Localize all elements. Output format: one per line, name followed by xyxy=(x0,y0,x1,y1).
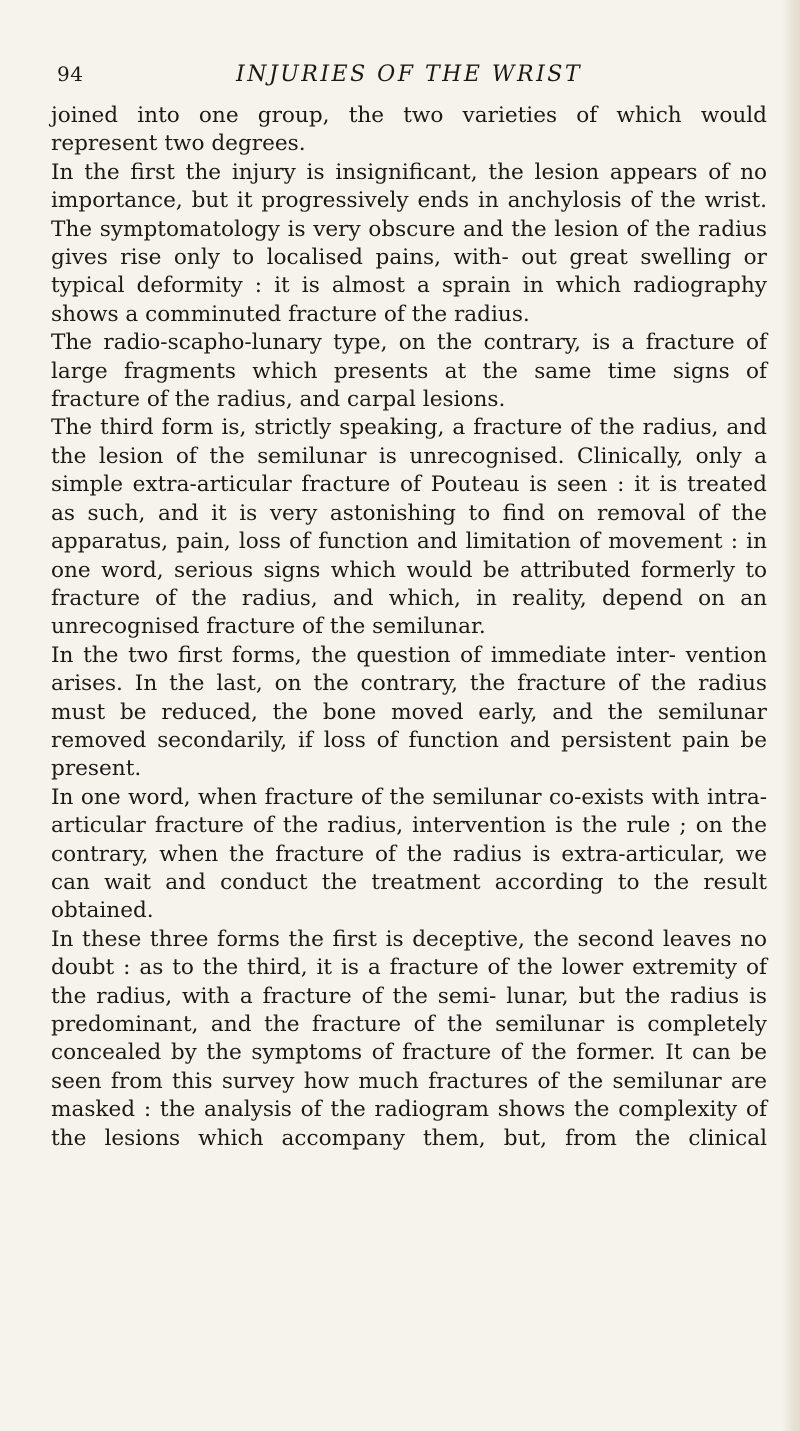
paragraph-1: joined into one group, the two varieties of which would represent two degrees. xyxy=(51,103,767,157)
paragraph-7: In these three forms the first is deceptive, the second leaves no doubt : as to the third, it is a fracture of the lower extremity of the radius, with a fracture of the semi- lunar, but the radius is predominant, and the fracture of the semilunar is completely concealed by the symptoms of fracture of the former. It can be seen from this survey how much fractures of the semilunar are masked : the analysis of the radiogram shows the complexity of the lesions which accompany them, but, from the clinical xyxy=(51,926,767,1151)
paragraph-5: In the two first forms, the question of immediate inter- vention arises. In the last, on the contrary, the fracture of the radius must be reduced, the bone moved early, and the semilunar removed secondarily, if loss of function and persistent pain be present. xyxy=(51,642,767,782)
paragraph-2: In the first the injury is insignificant, the lesion appears of no importance, but it progressively ends in anchylosis of the wrist. The symptomatology is very obscure and the lesion of the radius gives rise only to localised pains, with- out great swelling or typical deformity : it is almost a sprain in which radiography shows a comminuted fracture of the radius. xyxy=(51,159,767,327)
running-title: INJURIES OF THE WRIST xyxy=(236,62,582,87)
body-text xyxy=(51,102,767,1153)
paragraph-6: In one word, when fracture of the semilunar co-exists with intra-articular fracture of the radius, intervention is the rule ; on the contrary, when the fracture of the radius is extra-articular, we can wait and conduct the treatment according to the result obtained. xyxy=(51,784,767,924)
page-edge-shadow xyxy=(782,0,800,1431)
running-head xyxy=(51,62,767,92)
page-number: 94 xyxy=(57,62,84,86)
book-page xyxy=(51,62,767,1153)
paragraph-4: The third form is, strictly speaking, a fracture of the radius, and the lesion of the semilunar is unrecognised. Clinically, only a simple extra-articular fracture of Pouteau is seen : it is treated as such, and it is very astonishing to find on removal of the apparatus, pain, loss of function and limitation of movement : in one word, serious signs which would be attributed formerly to fracture of the radius, and which, in reality, depend on an unrecognised fracture of the semilunar. xyxy=(51,415,767,640)
paragraph-3: The radio-scapho-lunary type, on the contrary, is a fracture of large fragments which presents at the same time signs of fracture of the radius, and carpal lesions. xyxy=(51,330,767,413)
